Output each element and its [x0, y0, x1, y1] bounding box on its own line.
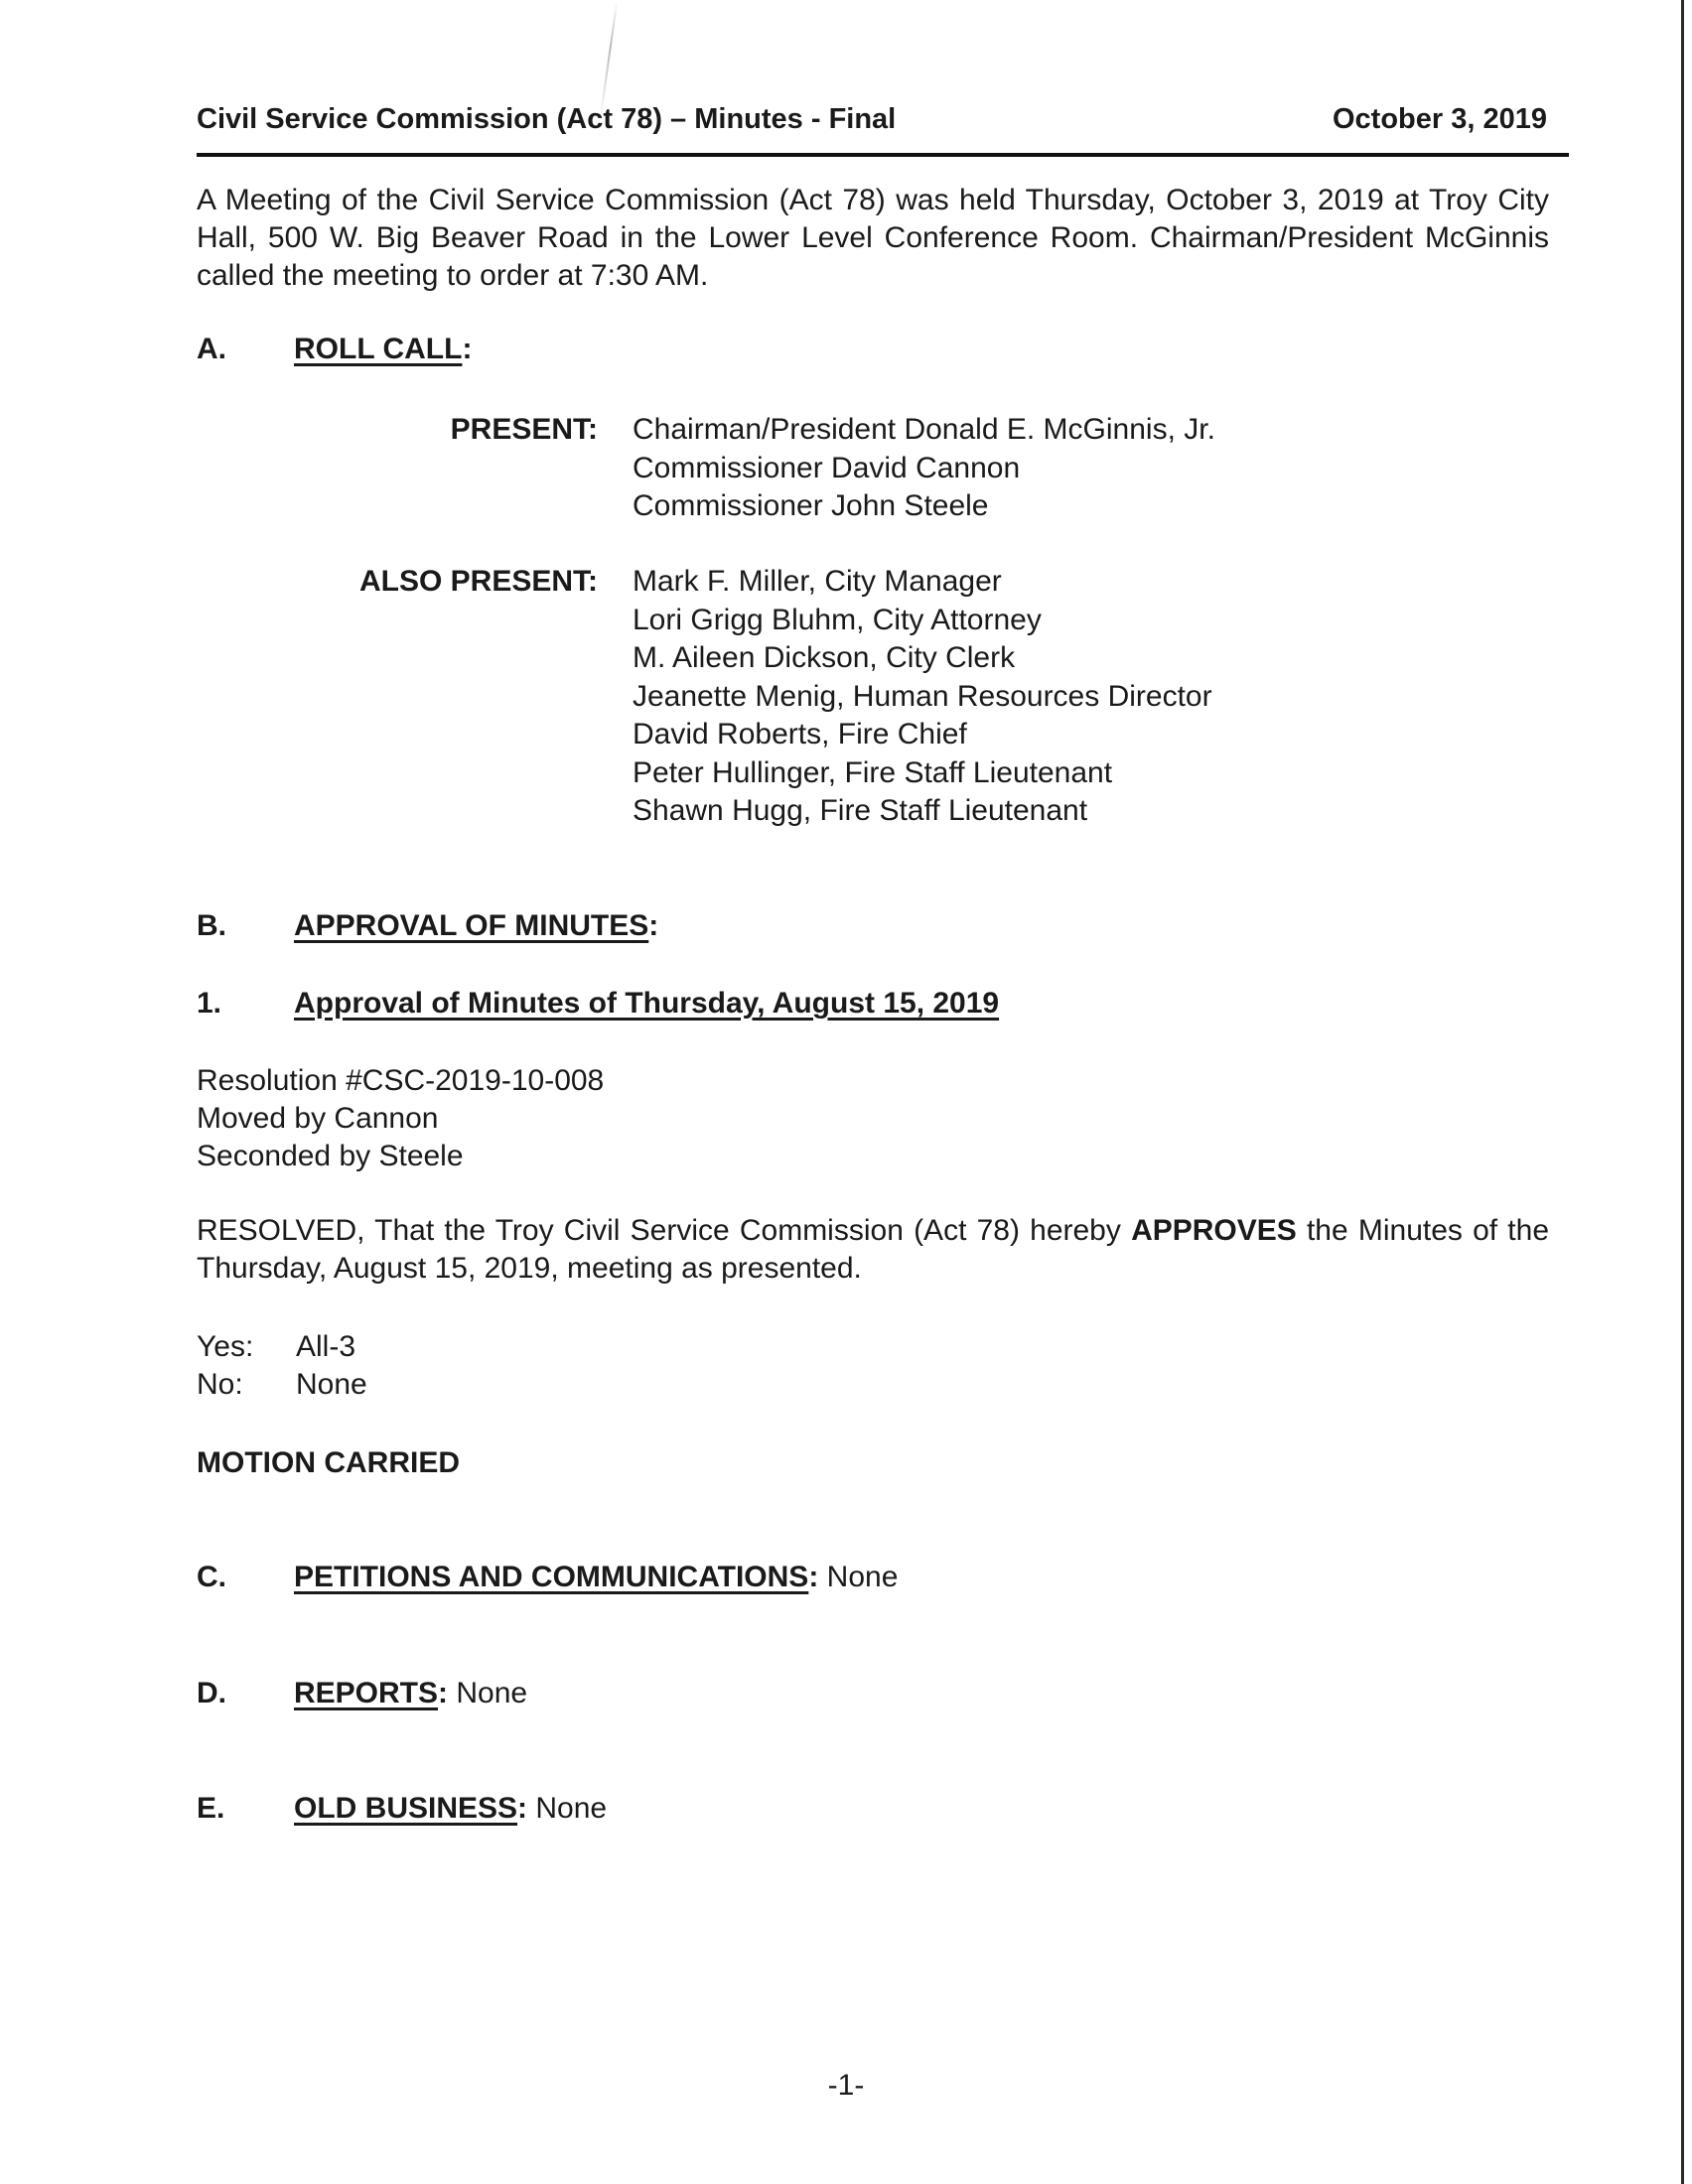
- section-letter: A.: [197, 333, 226, 365]
- present-list: [633, 411, 1215, 526]
- resolved-paragraph: [197, 1212, 1549, 1288]
- section-title: APPROVAL OF MINUTES: [294, 909, 649, 942]
- section-title: OLD BUSINESS: [294, 1792, 518, 1825]
- attendee: Commissioner John Steele: [633, 489, 989, 522]
- attendee: Jeanette Menig, Human Resources Director: [633, 679, 1212, 713]
- scan-edge-line: [1681, 0, 1684, 2184]
- section-letter: B.: [197, 909, 226, 942]
- section-status: None: [818, 1561, 899, 1593]
- vote-no-label: No:: [197, 1368, 243, 1401]
- section-status: None: [448, 1677, 528, 1709]
- section-letter: E.: [197, 1792, 225, 1825]
- section-reports: [197, 1675, 527, 1712]
- resolution-block: [197, 1062, 604, 1175]
- page-number: -1-: [827, 2069, 865, 2102]
- intro-paragraph: A Meeting of the Civil Service Commission (Act 78) was held Thursday, October 3, 2019 at Troy City Hall, 500 W. Big Beaver Road in the Lower Level Conference Room. Chairman/President McGinnis called the meeting to order at 7:30 AM.: [197, 184, 1549, 292]
- header-title: Civil Service Commission (Act 78) – Minutes - Final: [197, 103, 897, 135]
- attendee: Lori Grigg Bluhm, City Attorney: [633, 603, 1042, 636]
- section-colon: :: [808, 1561, 819, 1593]
- vote-no-row: [197, 1366, 367, 1404]
- vote-no-value: None: [296, 1368, 367, 1401]
- resolved-text-bold: APPROVES: [1131, 1214, 1297, 1247]
- attendee: M. Aileen Dickson, City Clerk: [633, 641, 1016, 674]
- section-letter: D.: [197, 1677, 226, 1709]
- section-colon: :: [438, 1677, 449, 1709]
- attendee: Chairman/President Donald E. McGinnis, Jr.: [633, 413, 1215, 446]
- section-colon: :: [462, 333, 473, 365]
- item-approval-august-15: [197, 985, 999, 1023]
- section-title: PETITIONS AND COMMUNICATIONS: [294, 1561, 809, 1593]
- attendee: Mark F. Miller, City Manager: [633, 565, 1002, 598]
- section-roll-call: [197, 331, 472, 368]
- section-approval-of-minutes: [197, 907, 658, 945]
- attendee: Peter Hullinger, Fire Staff Lieutenant: [633, 755, 1113, 789]
- section-title: REPORTS: [294, 1677, 439, 1709]
- resolution-seconded: Seconded by Steele: [197, 1140, 464, 1172]
- item-title: Approval of Minutes of Thursday, August 15, 2019: [294, 987, 1000, 1020]
- motion-result: MOTION CARRIED: [197, 1446, 460, 1479]
- section-petitions: [197, 1559, 898, 1596]
- attendee: Commissioner David Cannon: [633, 451, 1021, 484]
- section-status: None: [527, 1792, 608, 1825]
- item-number: 1.: [197, 987, 222, 1020]
- section-colon: :: [648, 909, 659, 942]
- document-header: [197, 103, 1569, 157]
- vote-yes-value: All-3: [296, 1330, 356, 1363]
- resolved-text-end: the Minutes of the Thursday, August 15, 2019, meeting as presented.: [197, 1214, 1550, 1285]
- section-title: ROLL CALL: [294, 333, 463, 365]
- vote-yes-label: Yes:: [197, 1330, 254, 1363]
- resolution-moved: Moved by Cannon: [197, 1102, 439, 1135]
- section-colon: :: [517, 1792, 528, 1825]
- resolution-number: Resolution #CSC-2019-10-008: [197, 1064, 605, 1097]
- resolved-text-start: RESOLVED, That the Troy Civil Service Commission (Act 78) hereby: [197, 1214, 1132, 1247]
- section-old-business: [197, 1790, 607, 1828]
- also-present-list: [633, 563, 1212, 831]
- section-letter: C.: [197, 1561, 226, 1593]
- attendee: David Roberts, Fire Chief: [633, 718, 967, 751]
- present-label: PRESENT:: [450, 413, 598, 446]
- attendee: Shawn Hugg, Fire Staff Lieutenant: [633, 794, 1088, 827]
- vote-block: [197, 1328, 367, 1404]
- header-date: October 3, 2019: [1333, 103, 1547, 135]
- also-present-label: ALSO PRESENT:: [358, 565, 598, 598]
- vote-yes-row: [197, 1328, 367, 1366]
- scan-artifact-line: [600, 0, 619, 118]
